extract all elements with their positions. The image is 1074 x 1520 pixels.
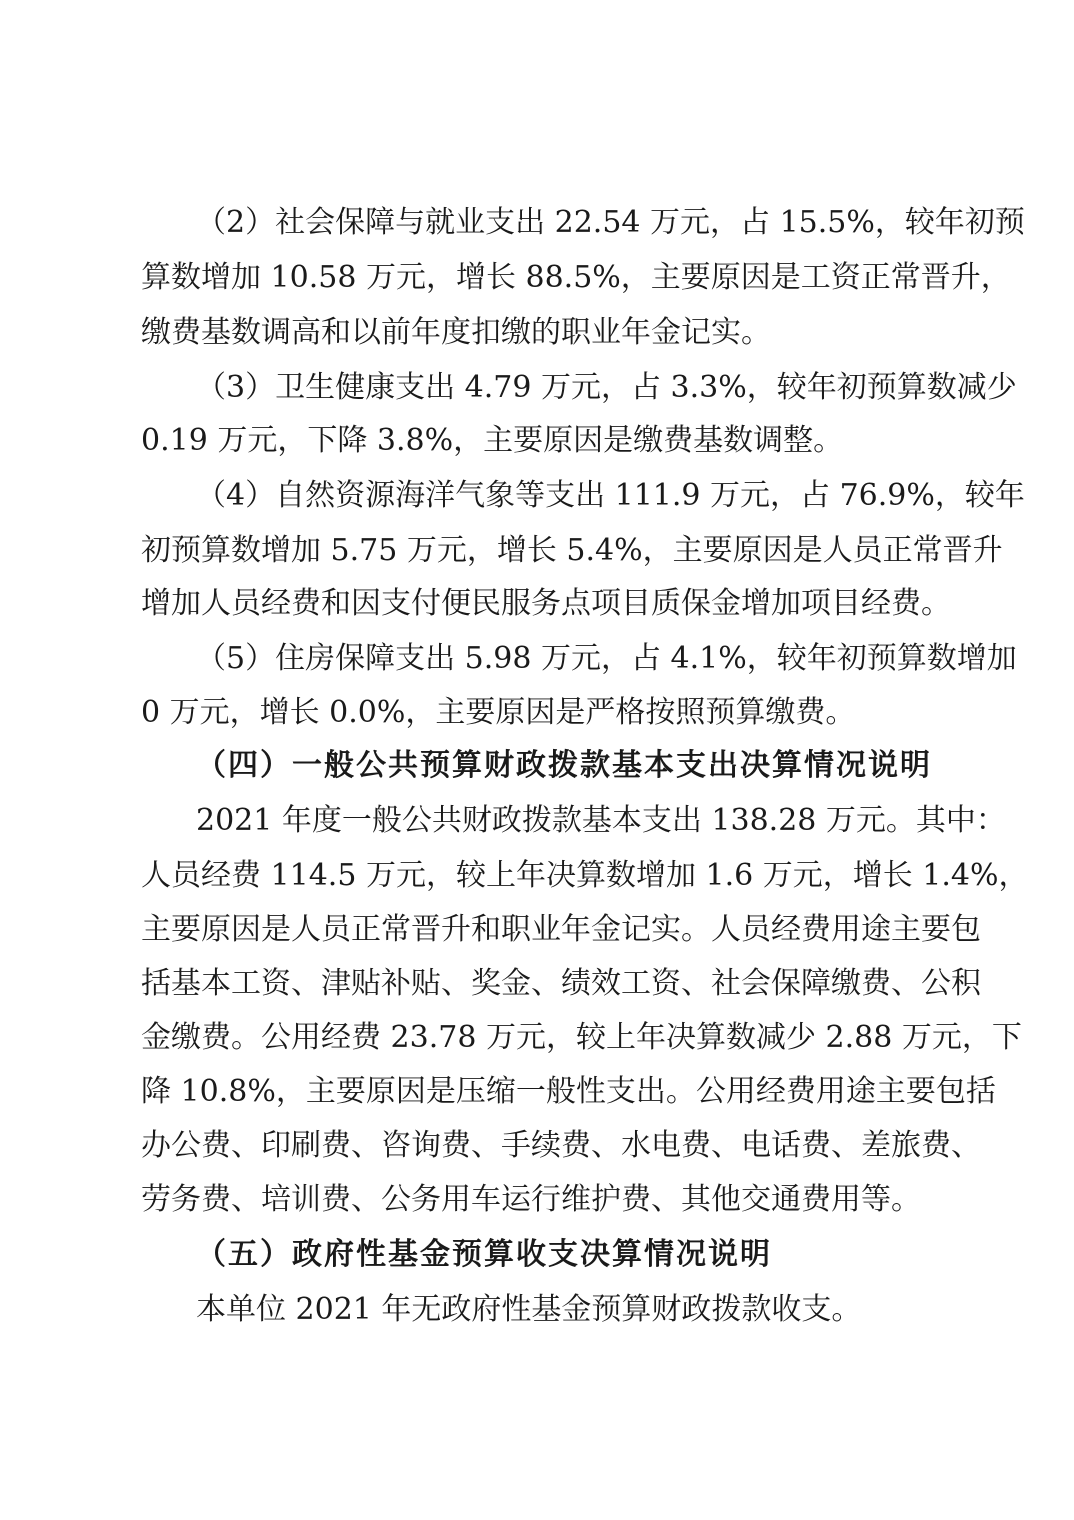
text-line: 劳务费、培训费、公务用车运行维护费、其他交通费用等。: [141, 1182, 921, 1217]
text-line: 增加人员经费和因支付便民服务点项目质保金增加项目经费。: [141, 586, 951, 621]
text-line: 金缴费。公用经费 23.78 万元，较上年决算数减少 2.88 万元，下: [141, 1020, 1022, 1055]
section-heading: （四）一般公共预算财政拨款基本支出决算情况说明: [196, 748, 932, 783]
text-line: 算数增加 10.58 万元，增长 88.5%，主要原因是工资正常晋升，: [141, 260, 1011, 295]
section-heading: （五）政府性基金预算收支决算情况说明: [196, 1237, 772, 1272]
text-line: （4）自然资源海洋气象等支出 111.9 万元，占 76.9%，较年: [196, 478, 1025, 513]
text-line: （2）社会保障与就业支出 22.54 万元，占 15.5%，较年初预: [196, 205, 1025, 240]
text-line: 降 10.8%，主要原因是压缩一般性支出。公用经费用途主要包括: [141, 1074, 996, 1109]
text-line: 0 万元，增长 0.0%，主要原因是严格按照预算缴费。: [141, 695, 856, 730]
text-line: 缴费基数调高和以前年度扣缴的职业年金记实。: [141, 315, 771, 350]
text-line: （5）住房保障支出 5.98 万元，占 4.1%，较年初预算数增加: [196, 641, 1017, 676]
text-line: 0.19 万元，下降 3.8%，主要原因是缴费基数调整。: [141, 423, 844, 458]
text-line: 2021 年度一般公共财政拨款基本支出 138.28 万元。其中：: [196, 803, 1006, 838]
text-line: （3）卫生健康支出 4.79 万元，占 3.3%，较年初预算数减少: [196, 370, 1017, 405]
text-line: 初预算数增加 5.75 万元，增长 5.4%，主要原因是人员正常晋升: [141, 533, 1003, 568]
text-line: 本单位 2021 年无政府性基金预算财政拨款收支。: [196, 1292, 862, 1327]
text-line: 括基本工资、津贴补贴、奖金、绩效工资、社会保障缴费、公积: [141, 966, 981, 1001]
text-line: 办公费、印刷费、咨询费、手续费、水电费、电话费、差旅费、: [141, 1128, 981, 1163]
text-line: 主要原因是人员正常晋升和职业年金记实。人员经费用途主要包: [141, 912, 981, 947]
text-line: 人员经费 114.5 万元，较上年决算数增加 1.6 万元，增长 1.4%，: [141, 858, 1029, 893]
